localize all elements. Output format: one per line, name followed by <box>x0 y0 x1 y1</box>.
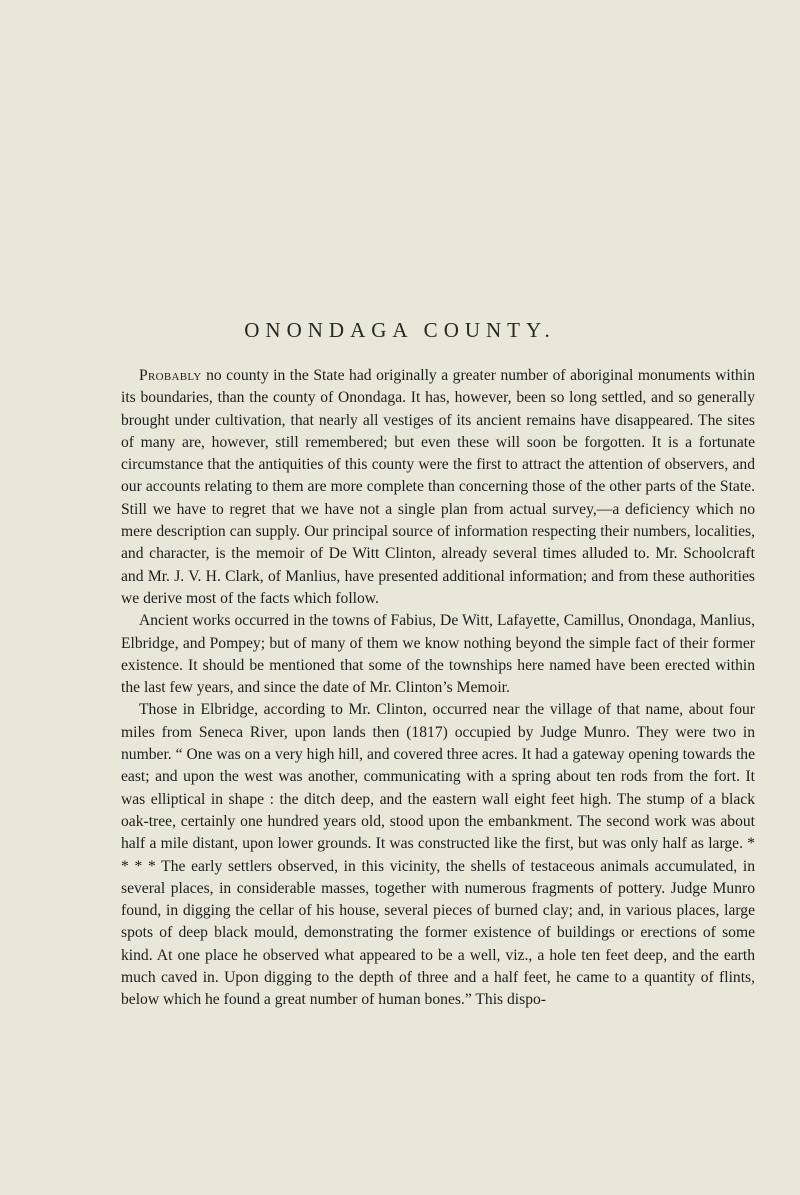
paragraph <box>121 699 755 1011</box>
paragraph <box>121 610 755 699</box>
paragraph-lead-word: Probably <box>139 367 202 384</box>
paragraph-text: Those in Elbridge, according to Mr. Clinton, occurred near the village of that name, about four miles from Seneca River, upon lands then (1817) occupied by Judge Munro. They were two in number. “ One was on a very high hill, and covered three acres. It had a gateway opening towards the east; and upon the west was another, communicating with a spring about ten rods from the fort. It was elliptical in shape : the ditch deep, and the eastern wall eight feet high. The stump of a black oak-tree, certainly one hundred years old, stood upon the embankment. The second work was about half a mile distant, upon lower grounds. It was constructed like the first, but was only half as large. * * * * The early settlers observed, in this vicinity, the shells of testaceous animals accumulated, in several places, in considerable masses, together with numerous fragments of pottery. Judge Munro found, in digging the cellar of his house, several pieces of burned clay; and, in various places, large spots of deep black mould, demonstrating the former existence of buildings or erections of some kind. At one place he observed what appeared to be a well, viz., a hole ten feet deep, and the earth much caved in. Upon digging to the depth of three and a half feet, he came to a quantity of flints, below which he found a great number of human bones.” This dispo- <box>121 701 755 1009</box>
page-heading: ONONDAGA COUNTY. <box>244 318 556 342</box>
paragraph <box>121 365 755 610</box>
paragraph-text: no county in the State had originally a greater number of aboriginal monuments within its boundaries, than the county of Onondaga. It has, however, been so long settled, and so generally brought under cultivation, that nearly all vestiges of its ancient remains have disappeared. The sites of many are, however, still remembered; but even these will soon be forgotten. It is a fortunate circumstance that the antiquities of this county were the first to attract the attention of observers, and our accounts relating to them are more complete than concerning those of the other parts of the State. Still we have to regret that we have not a single plan from actual survey,—a deficiency which no mere description can supply. Our principal source of information respecting their numbers, localities, and character, is the memoir of De Witt Clinton, already several times alluded to. Mr. Schoolcraft and Mr. J. V. H. Clark, of Manlius, have presented additional information; and from these authorities we derive most of the facts which follow. <box>121 367 755 607</box>
body-text <box>121 365 755 1012</box>
paragraph-text: Ancient works occurred in the towns of Fabius, De Witt, Lafayette, Camillus, Onondaga, Manlius, Elbridge, and Pompey; but of many of them we know nothing beyond the simple fact of their former existence. It should be mentioned that some of the townships here named have been erected within the last few years, and since the date of Mr. Clinton’s Memoir. <box>121 612 755 697</box>
